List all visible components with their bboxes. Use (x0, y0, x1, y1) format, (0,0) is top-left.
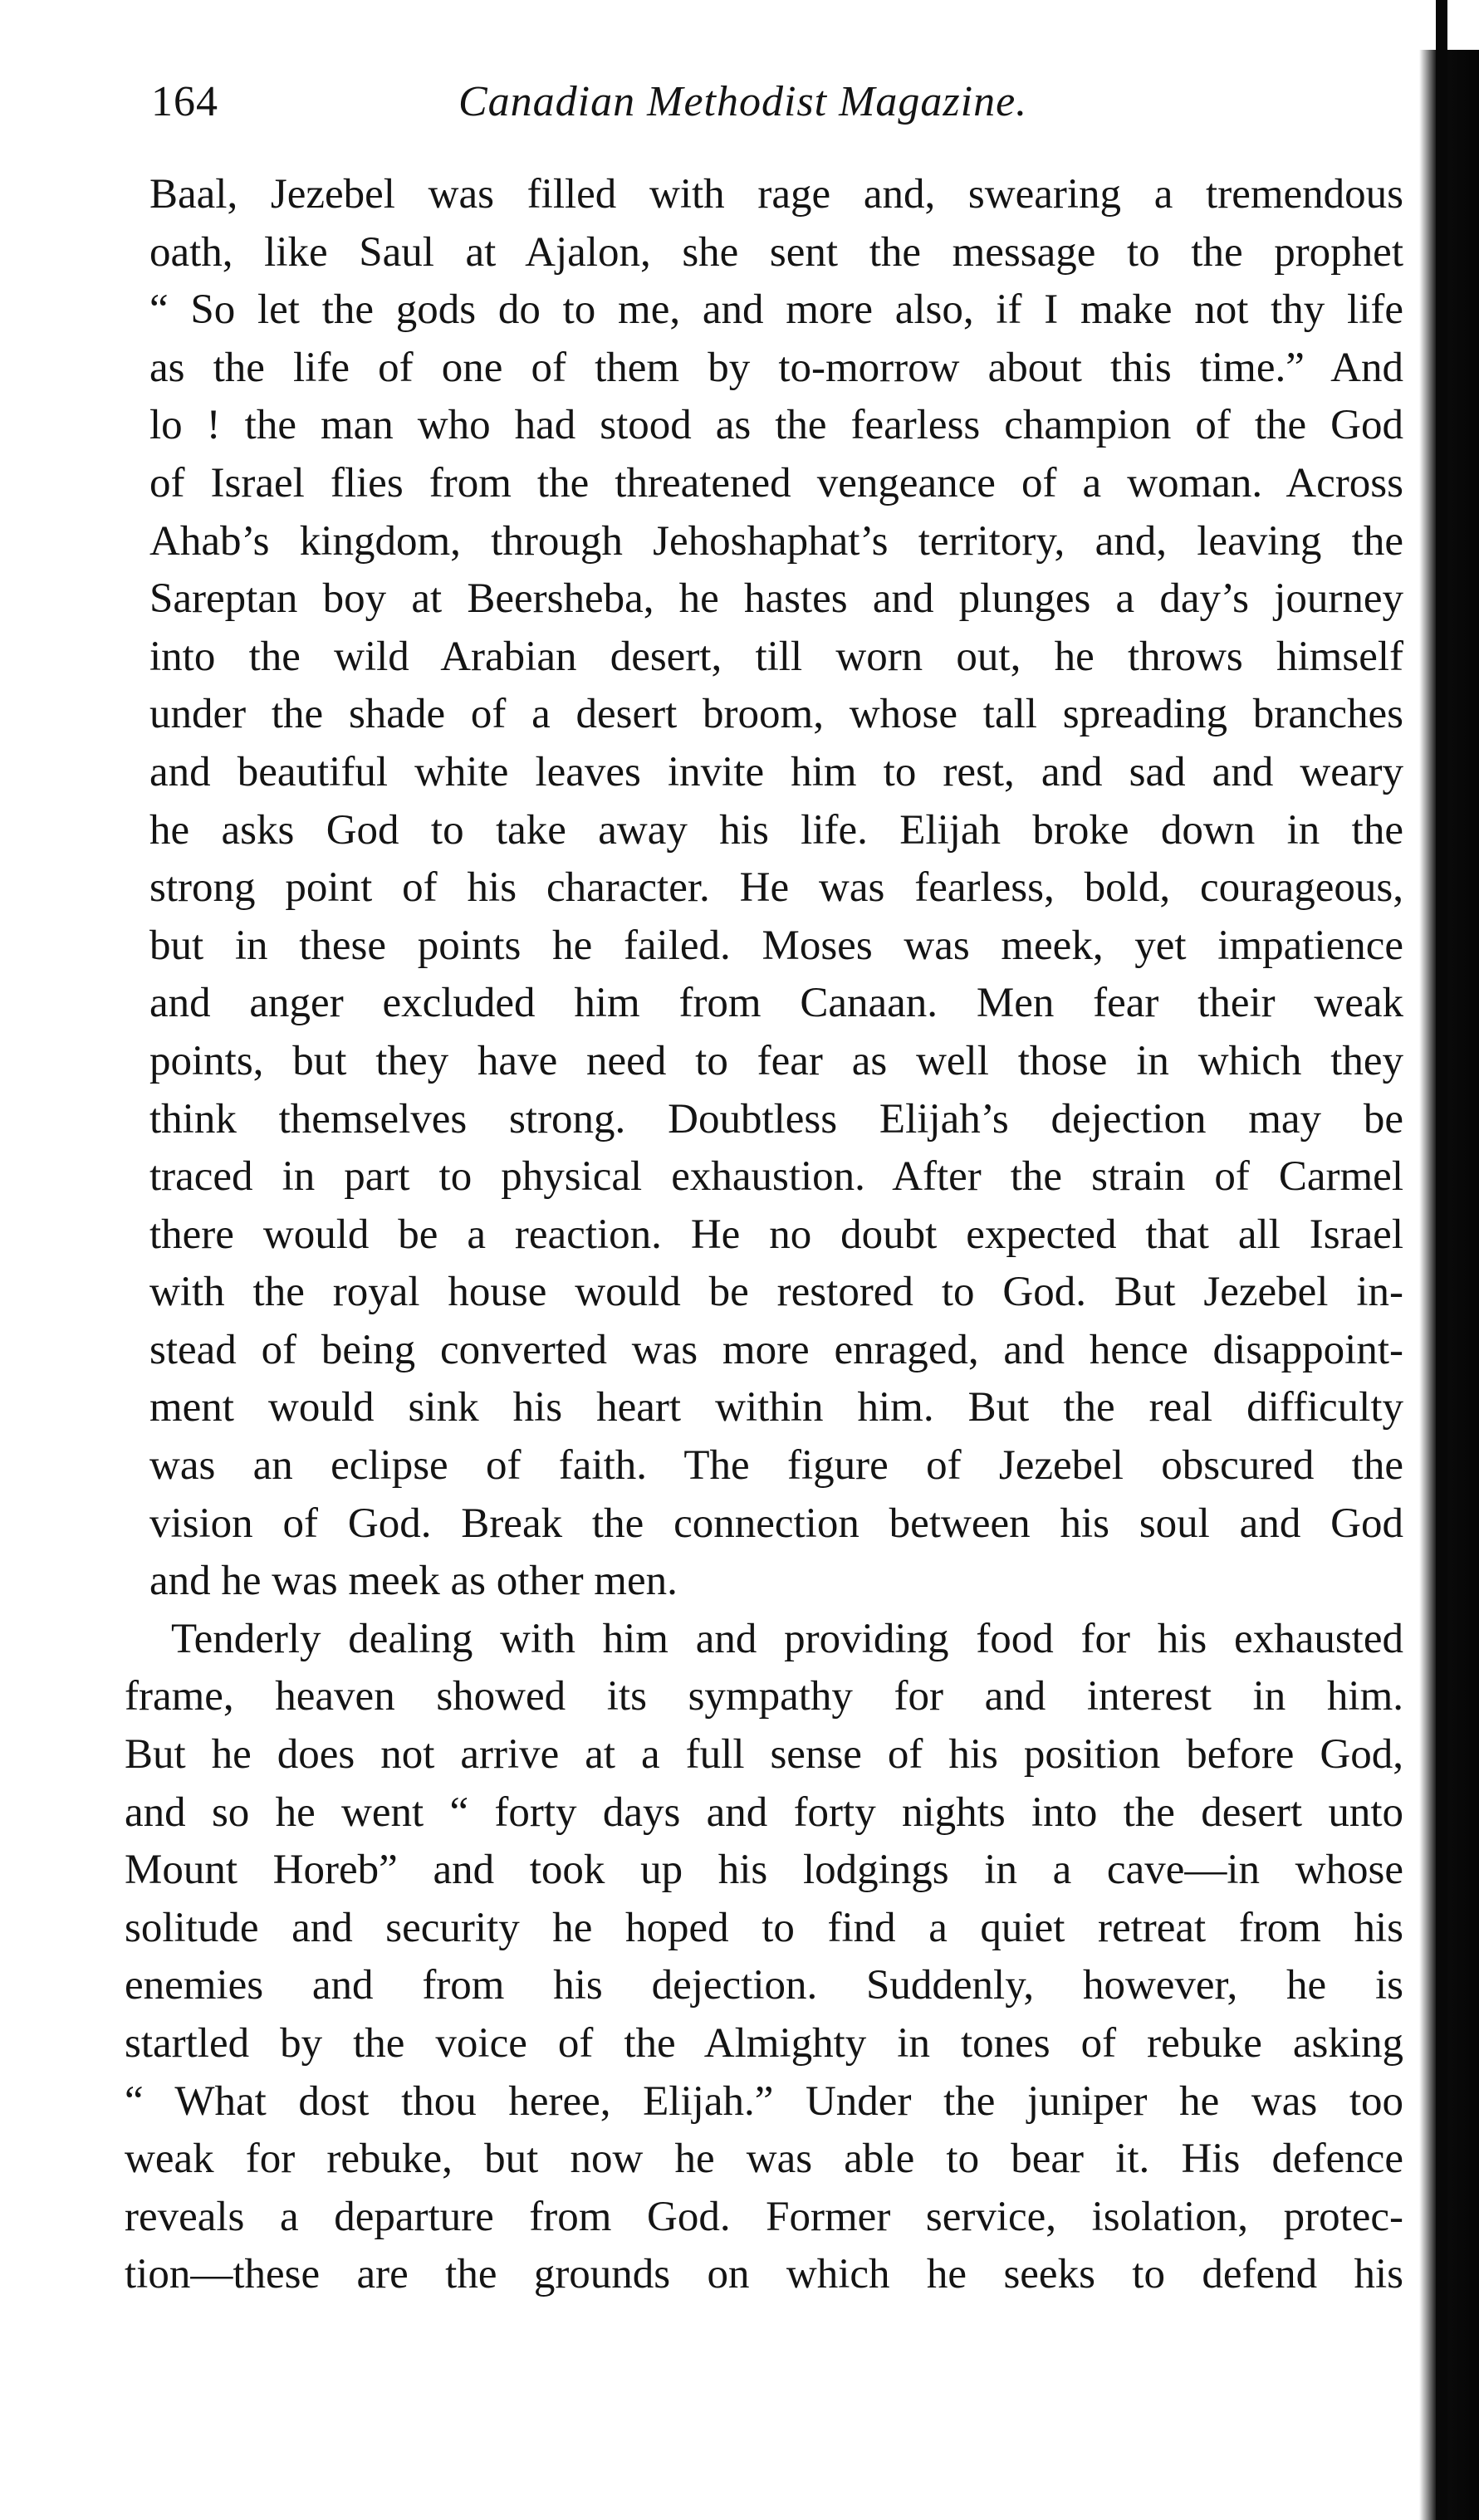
text-line: “ What dost thou heree, Elijah.” Under the juniper he was too (125, 2077, 1403, 2125)
text-line: “ So let the gods do to me, and more also, if I make not thy life (149, 286, 1403, 334)
text-line: traced in part to physical exhaustion. After the strain of Carmel (149, 1153, 1403, 1201)
paragraph (125, 166, 1403, 1611)
text-line: he asks God to take away his life. Elijah broke down in the (149, 806, 1403, 854)
text-line: there would be a reaction. He no doubt expected that all Israel (149, 1211, 1403, 1258)
text-line: as the life of one of them by to-morrow about this time.” And (149, 344, 1403, 391)
text-line: think themselves strong. Doubtless Elijah’s dejection may be (149, 1095, 1403, 1143)
text-line: and so he went “ forty days and forty nights into the desert unto (125, 1788, 1403, 1836)
text-line: and anger excluded him from Canaan. Men fear their weak (149, 980, 1403, 1027)
paragraph (125, 1611, 1403, 2304)
text-line: Baal, Jezebel was filled with rage and, swearing a tremendous (149, 171, 1403, 218)
text-line: into the wild Arabian desert, till worn out, he throws himself (149, 633, 1403, 680)
text-line: with the royal house would be restored to God. But Jezebel in- (149, 1269, 1403, 1316)
text-line: tion—these are the grounds on which he seeks to defend his (125, 2251, 1403, 2298)
text-line: Mount Horeb” and took up his lodgings in a cave—in whose (125, 1847, 1403, 1894)
text-line: But he does not arrive at a full sense of his position before God, (125, 1731, 1403, 1779)
text-line: stead of being converted was more enraged, and hence disappoint- (149, 1326, 1403, 1373)
binding-shadow (1419, 50, 1479, 2520)
text-line: but in these points he failed. Moses was meek, yet impatience (149, 922, 1403, 969)
binding-edge (1436, 0, 1447, 2520)
page-number: 164 (151, 78, 218, 125)
text-line: Tenderly dealing with him and providing food for his exhausted (171, 1615, 1403, 1662)
text-line: solitude and security he hoped to find a quiet retreat from his (125, 1904, 1403, 1951)
text-line: under the shade of a desert broom, whose tall spreading branches (149, 691, 1403, 738)
text-line: lo ! the man who had stood as the fearless champion of the God (149, 402, 1403, 449)
text-line: vision of God. Break the connection between his soul and God (149, 1500, 1403, 1547)
text-line: Sareptan boy at Beersheba, he hastes and plunges a day’s journey (149, 575, 1403, 623)
text-line: ment would sink his heart within him. But the real difficulty (149, 1384, 1403, 1431)
text-line: enemies and from his dejection. Suddenly, however, he is (125, 1962, 1403, 2009)
text-line: points, but they have need to fear as well those in which they (149, 1037, 1403, 1084)
text-line: weak for rebuke, but now he was able to bear it. His defence (125, 2136, 1403, 2183)
text-line: oath, like Saul at Ajalon, she sent the message to the prophet (149, 228, 1403, 276)
text-line: startled by the voice of the Almighty in tones of rebuke asking (125, 2020, 1403, 2067)
text-line: frame, heaven showed its sympathy for and interest in him. (125, 1673, 1403, 1720)
body-text (125, 166, 1403, 2304)
text-line: Ahab’s kingdom, through Jehoshaphat’s territory, and, leaving the (149, 517, 1403, 565)
page-header (151, 73, 1413, 131)
text-line: reveals a departure from God. Former service, isolation, protec- (125, 2193, 1403, 2240)
text-line: strong point of his character. He was fearless, bold, courageous, (149, 864, 1403, 912)
text-line: and he was meek as other men. (149, 1558, 678, 1605)
running-head: Canadian Methodist Magazine. (458, 78, 1028, 125)
text-line: of Israel flies from the threatened vengeance of a woman. Across (149, 459, 1403, 506)
text-line: was an eclipse of faith. The figure of Jezebel obscured the (149, 1442, 1403, 1490)
text-line: and beautiful white leaves invite him to rest, and sad and weary (149, 748, 1403, 795)
